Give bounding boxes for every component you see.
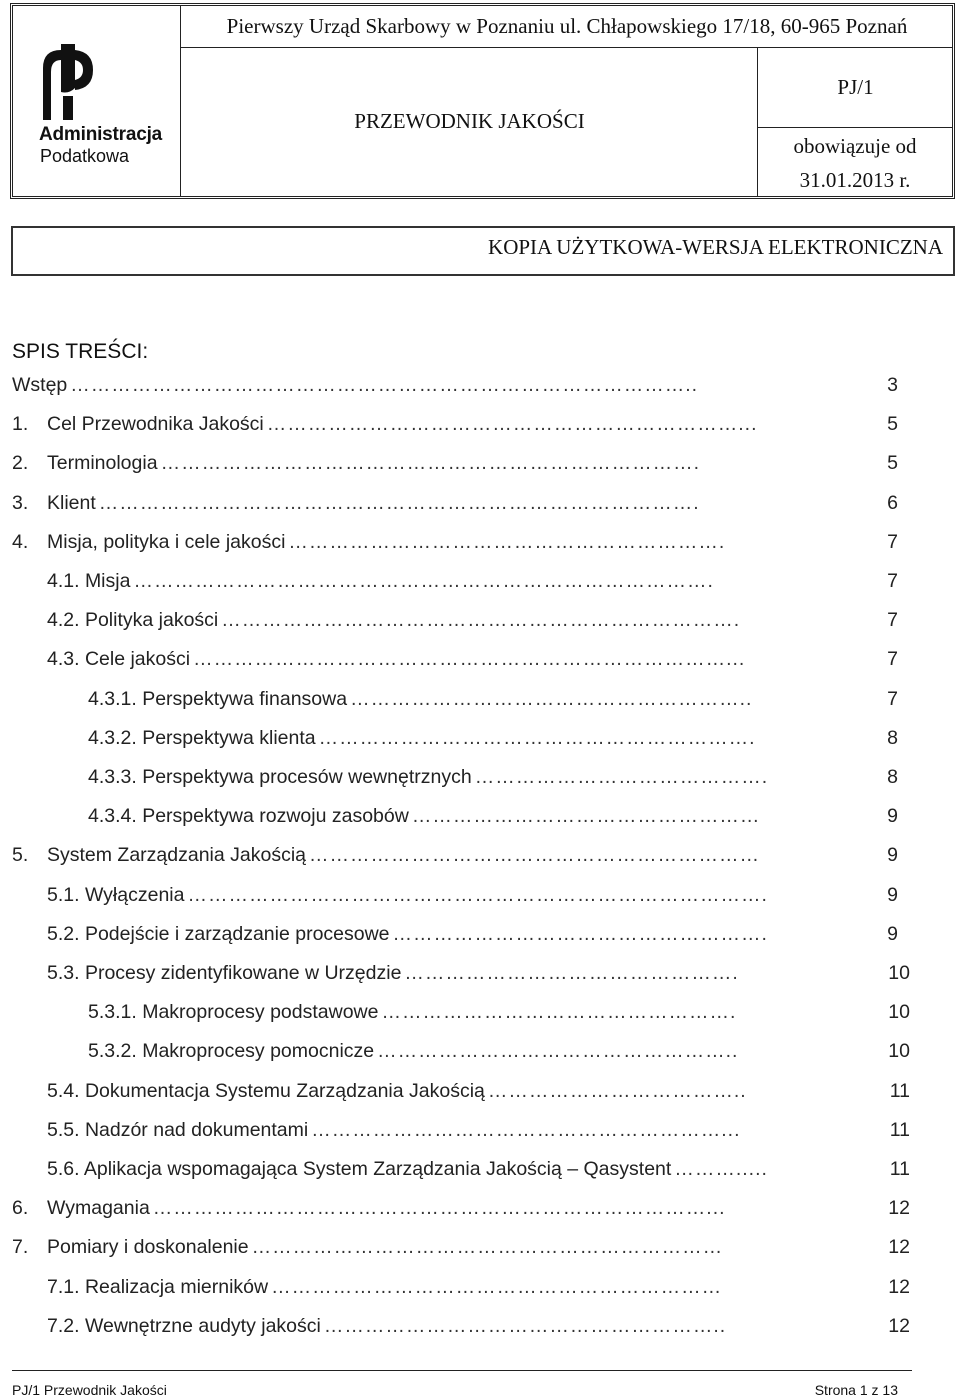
toc-entry[interactable] [12,1236,910,1275]
toc-entry-number: 7. [12,1236,29,1259]
toc-entry-leader-dots: ……………………………….. [487,1079,747,1102]
toc-entry[interactable] [47,609,898,648]
toc-entry-leader-dots: ……………………………………………………………………………….. [70,374,699,396]
toc-entry-leader-dots: ……………………………………. [474,766,769,788]
toc-entry-leader-dots: ………………………………………………………… [271,1275,723,1298]
toc-entry-page: 5 [887,413,898,436]
toc-entry-page: 5 [887,452,898,475]
toc-entry-label: 5.1. Wyłączenia [47,883,185,906]
toc-entry-page: 12 [888,1197,910,1220]
toc-entry-leader-dots: …………………………………………………………… [251,1236,724,1259]
toc-entry-label: 4.2. Polityka jakości [47,609,219,632]
administracja-podatkowa-logo-icon [39,44,95,120]
toc-entry-label: 5.3.2. Makroprocesy pomocnicze [88,1040,375,1063]
toc-entry-label: 5.2. Podejście i zarządzanie procesowe [47,922,390,945]
toc-entry-leader-dots: ……………………………………………. [381,1001,737,1024]
toc-entry-label: 5.3.1. Makroprocesy podstawowe [88,1001,379,1024]
toc-entry-label: 5.4. Dokumentacja Systemu Zarządzania Jakością [47,1079,485,1102]
toc-entry[interactable] [47,1119,910,1158]
logo-area [13,6,180,196]
toc-entry[interactable] [12,374,898,413]
toc-entry-page: 9 [887,844,898,867]
toc-entry-page: 8 [887,766,898,788]
toc-entry-label: Cel Przewodnika Jakości [47,413,264,436]
toc-entry-page: 12 [888,1236,910,1259]
toc-entry-leader-dots: ……………………………………………………………... [266,413,758,436]
document-code-text: PJ/1 [837,74,874,99]
toc-entry-page: 7 [887,687,898,710]
toc-entry-page: 7 [887,609,898,632]
toc-entry[interactable] [88,1040,910,1079]
toc-entry[interactable] [12,844,898,883]
toc-entry-label: 4.1. Misja [47,570,131,592]
toc-entry-label: 4.3.2. Perspektywa klienta [88,726,316,749]
document-title-text: PRZEWODNIK JAKOŚCI [354,109,585,133]
toc-entry[interactable] [12,531,898,570]
toc-entry[interactable] [88,688,898,727]
toc-entry[interactable] [12,413,898,452]
toc-entry-leader-dots: ………………………………………………………. [288,530,726,553]
toc-entry-leader-dots: …………………………………………… [411,805,761,828]
toc-entry-leader-dots: …………………………………………………………………. [221,609,741,632]
footer-divider [12,1370,912,1371]
toc-entry-page: 6 [887,491,898,514]
toc-entry-page: 9 [887,922,898,945]
toc-entry-label: Terminologia [47,452,158,475]
document-header-table [10,3,955,199]
toc-entry[interactable] [88,727,898,766]
logo-text-line1: Administracja [39,124,163,145]
toc-entry-page: 7 [887,648,898,671]
toc-entry[interactable] [88,805,898,844]
toc-entry-label: 5.5. Nadzór nad dokumentami [47,1118,309,1141]
toc-entry[interactable] [47,570,898,609]
toc-entry[interactable] [47,884,898,923]
toc-entry-label: Pomiary i doskonalenie [47,1236,249,1259]
toc-entry-leader-dots: ………………………………………………….. [323,1314,727,1337]
toc-entry-label: Misja, polityka i cele jakości [47,530,286,553]
copy-notice: KOPIA UŻYTKOWA-WERSJA ELEKTRONICZNA [11,226,955,276]
toc-entry-leader-dots: ……………………………………………………... [311,1118,741,1141]
toc-entry-number: 5. [12,844,29,867]
toc-entry-page: 9 [887,805,898,828]
document-title [180,47,758,196]
toc-entry-label: 7.2. Wewnętrzne audyty jakości [47,1314,321,1337]
toc-entry-leader-dots: ………………………………………………………. [318,726,756,749]
toc-entry-page: 10 [888,962,910,984]
toc-entry-number: 4. [12,530,29,553]
toc-entry-leader-dots: …………………………………………. [404,962,739,984]
toc-entry-leader-dots: …………………………………………………………………………. [187,883,768,906]
footer-page-number: Strona 1 z 13 [814,1382,898,1398]
toc-entry[interactable] [88,766,898,805]
toc-heading: SPIS TREŚCI: [12,340,149,363]
toc-entry-leader-dots: ………………………………………………………… [309,844,761,867]
toc-entry[interactable] [12,492,898,531]
toc-entry-page: 8 [887,726,898,749]
toc-entry-page: 11 [889,1118,910,1141]
toc-entry-page: 9 [887,883,898,906]
toc-entry-page: 3 [887,374,898,396]
toc-entry[interactable] [47,923,898,962]
toc-entry-page: 10 [888,1001,910,1024]
toc-entry-page: 10 [888,1040,910,1063]
valid-from-label: obowiązuje od [793,134,917,158]
toc-entry-label: 4.3. Cele jakości [47,648,191,671]
toc-entry[interactable] [88,1001,910,1040]
toc-entry-page: 11 [889,1158,910,1180]
toc-entry-label: 7.1. Realizacja mierników [47,1275,269,1298]
toc-entry-label: 5.6. Aplikacja wspomagająca System Zarządzania Jakością – Qasystent [47,1158,672,1180]
toc-entry-leader-dots: …………………………………………………………………………. [133,570,714,592]
toc-entry-leader-dots: ………………………………………………….. [350,687,753,710]
toc-entry-number: 6. [12,1197,29,1220]
toc-entry-leader-dots: ………..... [674,1158,768,1180]
valid-from-date: 31.01.2013 r. [799,168,911,192]
toc-entry-page: 7 [887,530,898,553]
toc-entry-number: 3. [12,491,29,514]
toc-entry[interactable] [47,1158,910,1197]
toc-entry-leader-dots: ……………………………………………………………………………. [98,491,700,514]
toc-entry-label: System Zarządzania Jakością [47,844,307,867]
toc-entry[interactable] [12,452,898,491]
footer-document-name: PJ/1 Przewodnik Jakości [12,1382,167,1398]
toc-entry-leader-dots: …………………………………………….. [377,1040,739,1063]
toc-entry-number: 2. [12,452,29,475]
toc-entry-page: 7 [887,570,898,592]
toc-entry-label: 4.3.1. Perspektywa finansowa [88,687,348,710]
toc-entry-leader-dots: ………………………………………………………………………... [152,1197,726,1220]
toc-entry-leader-dots: ………………………………………………. [392,922,768,945]
toc-entry[interactable] [12,1197,910,1236]
toc-entry-page: 11 [889,1079,910,1102]
validity-cell [757,127,952,196]
toc-entry[interactable] [47,648,898,687]
logo-text-line2: Podatkowa [40,146,130,166]
document-code [757,47,953,128]
toc-entry[interactable] [47,1276,910,1315]
toc-entry-label: 4.3.4. Perspektywa rozwoju zasobów [88,805,409,828]
toc-entry-leader-dots: ……………………………………………………………………... [193,648,746,671]
toc-entry-page: 12 [888,1275,910,1298]
toc-entry[interactable] [47,1315,910,1354]
toc-entry-label: Klient [47,491,96,514]
toc-entry[interactable] [47,1080,910,1119]
toc-entry-number: 1. [12,413,29,436]
toc-entry-label: Wymagania [47,1197,150,1220]
toc-entry-page: 12 [888,1314,910,1337]
toc-entry-label: 4.3.3. Perspektywa procesów wewnętrznych [88,766,472,788]
toc-entry-leader-dots: ……………………………………………………………………. [160,452,700,475]
toc-entry-label: 5.3. Procesy zidentyfikowane w Urzędzie [47,962,402,984]
toc-entry-label: Wstęp [12,374,68,396]
toc-entry[interactable] [47,962,910,1001]
issuer-name: Pierwszy Urząd Skarbowy w Poznaniu ul. Chłapowskiego 17/18, 60-965 Poznań [180,6,953,48]
